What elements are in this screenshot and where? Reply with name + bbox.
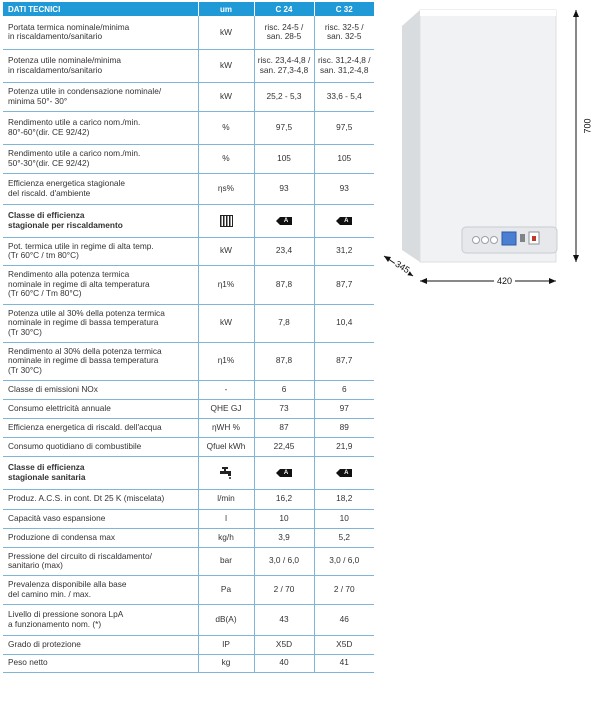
value-cell-c24: 3,0 / 6,0 <box>254 547 314 575</box>
table-row <box>3 489 374 509</box>
um-cell: kW <box>198 16 254 49</box>
table-row <box>3 82 374 111</box>
param-cell: Classe di efficienza stagionale sanitaria <box>3 456 198 489</box>
table-row <box>3 528 374 547</box>
param-cell: Rendimento alla potenza termica nominale in regime di alta temperatura (Tr 60°C / Tm 80°C) <box>3 265 198 304</box>
value-cell-c32: 2 / 70 <box>314 575 374 604</box>
value-cell-c32: 6 <box>314 380 374 399</box>
value-cell-c24: 6 <box>254 380 314 399</box>
dimension-depth-label: 345 <box>393 258 412 276</box>
value-cell-c32: 41 <box>314 654 374 672</box>
value-cell-c32: 21,9 <box>314 437 374 456</box>
value-cell-c24: 87 <box>254 418 314 437</box>
value-cell-c32: 5,2 <box>314 528 374 547</box>
table-row <box>3 509 374 528</box>
um-cell: l/min <box>198 489 254 509</box>
um-cell <box>198 204 254 237</box>
um-cell: - <box>198 380 254 399</box>
um-cell <box>198 456 254 489</box>
value-cell-c24: 22,45 <box>254 437 314 456</box>
table-row <box>3 456 374 489</box>
param-cell: Rendimento al 30% della potenza termica nominale in regime di bassa temperatura (Tr 30°C) <box>3 342 198 380</box>
value-cell-c24: risc. 23,4-4,8 / san. 27,3-4,8 <box>254 49 314 82</box>
boiler-front-panel <box>420 10 556 262</box>
value-cell-c24: 10 <box>254 509 314 528</box>
um-cell: kW <box>198 82 254 111</box>
value-cell-c24: 87,8 <box>254 342 314 380</box>
param-cell: Produz. A.C.S. in cont. Dt 25 K (miscelata) <box>3 489 198 509</box>
um-cell: Qfuel kWh <box>198 437 254 456</box>
value-cell-c32: 97,5 <box>314 111 374 144</box>
table-row <box>3 342 374 380</box>
param-cell: Classe di efficienza stagionale per riscaldamento <box>3 204 198 237</box>
value-cell-c32: 18,2 <box>314 489 374 509</box>
value-cell-c24 <box>254 204 314 237</box>
table-row <box>3 237 374 265</box>
table-row <box>3 173 374 204</box>
value-cell-c24: 2 / 70 <box>254 575 314 604</box>
param-cell: Prevalenza disponibile alla base del camino min. / max. <box>3 575 198 604</box>
param-cell: Efficienza energetica di riscald. dell'acqua <box>3 418 198 437</box>
value-cell-c24: 25,2 - 5,3 <box>254 82 314 111</box>
tech-spec-table <box>3 2 374 673</box>
param-cell: Rendimento utile a carico nom./min. 80°-60°(dir. CE 92/42) <box>3 111 198 144</box>
table-row <box>3 380 374 399</box>
um-cell: ηs% <box>198 173 254 204</box>
table-row <box>3 304 374 342</box>
table-row <box>3 204 374 237</box>
um-cell: bar <box>198 547 254 575</box>
param-cell: Capacità vaso espansione <box>3 509 198 528</box>
value-cell-c32: risc. 32-5 / san. 32-5 <box>314 16 374 49</box>
um-cell: η1% <box>198 265 254 304</box>
table-row <box>3 575 374 604</box>
value-cell-c32: 87,7 <box>314 342 374 380</box>
value-cell-c32: 3,0 / 6,0 <box>314 547 374 575</box>
value-cell-c24: 16,2 <box>254 489 314 509</box>
value-cell-c32: 10 <box>314 509 374 528</box>
um-cell: kg <box>198 654 254 672</box>
um-cell: l <box>198 509 254 528</box>
um-cell: % <box>198 111 254 144</box>
value-cell-c24: X5D <box>254 635 314 654</box>
um-cell: η1% <box>198 342 254 380</box>
value-cell-c24: 40 <box>254 654 314 672</box>
value-cell-c32: 31,2 <box>314 237 374 265</box>
value-cell-c32: 46 <box>314 604 374 635</box>
param-cell: Consumo elettricità annuale <box>3 399 198 418</box>
um-cell: QHE GJ <box>198 399 254 418</box>
energy-class-label-icon: A <box>336 217 352 225</box>
control-knob-icon <box>482 237 489 244</box>
radiator-icon <box>220 215 233 227</box>
table-row <box>3 437 374 456</box>
param-cell: Potenza utile al 30% della potenza termica nominale in regime di bassa temperatura (Tr 30°C) <box>3 304 198 342</box>
dimension-width-label: 420 <box>494 276 515 286</box>
energy-class-label-icon: A <box>276 217 292 225</box>
param-cell: Peso netto <box>3 654 198 672</box>
param-cell: Pot. termica utile in regime di alta temp. (Tr 60°C / tm 80°C) <box>3 237 198 265</box>
value-cell-c32: 87,7 <box>314 265 374 304</box>
header-c24: C 24 <box>254 2 314 16</box>
table-row <box>3 49 374 82</box>
table-row <box>3 604 374 635</box>
value-cell-c32: 97 <box>314 399 374 418</box>
value-cell-c24: 73 <box>254 399 314 418</box>
value-cell-c24: 97,5 <box>254 111 314 144</box>
water-tap-icon <box>219 467 233 479</box>
table-header-row <box>3 2 374 16</box>
table-row <box>3 144 374 173</box>
header-c32: C 32 <box>314 2 374 16</box>
um-cell: kW <box>198 237 254 265</box>
param-cell: Grado di protezione <box>3 635 198 654</box>
table-row <box>3 16 374 49</box>
um-cell: IP <box>198 635 254 654</box>
value-cell-c24: 3,9 <box>254 528 314 547</box>
value-cell-c24: 105 <box>254 144 314 173</box>
param-cell: Pressione del circuito di riscaldamento/ sanitario (max) <box>3 547 198 575</box>
param-cell: Consumo quotidiano di combustibile <box>3 437 198 456</box>
um-cell: ηWH % <box>198 418 254 437</box>
um-cell: kg/h <box>198 528 254 547</box>
table-row <box>3 418 374 437</box>
table-row <box>3 547 374 575</box>
param-cell: Classe di emissioni NOx <box>3 380 198 399</box>
value-cell-c32: 33,6 - 5,4 <box>314 82 374 111</box>
value-cell-c24: 93 <box>254 173 314 204</box>
boiler-illustration <box>380 0 600 300</box>
param-cell: Potenza utile in condensazione nominale/ minima 50°- 30° <box>3 82 198 111</box>
value-cell-c32: 10,4 <box>314 304 374 342</box>
energy-class-label-icon: A <box>336 469 352 477</box>
header-dati-tecnici: DATI TECNICI <box>3 2 198 16</box>
table-row <box>3 654 374 672</box>
control-knob-icon <box>473 237 480 244</box>
energy-class-label-icon: A <box>276 469 292 477</box>
table-row <box>3 635 374 654</box>
value-cell-c32: risc. 31,2-4,8 / san. 31,2-4,8 <box>314 49 374 82</box>
table-row <box>3 399 374 418</box>
um-cell: kW <box>198 304 254 342</box>
value-cell-c32: 105 <box>314 144 374 173</box>
header-um: um <box>198 2 254 16</box>
value-cell-c32: 93 <box>314 173 374 204</box>
um-cell: % <box>198 144 254 173</box>
boiler-side-panel <box>402 10 420 262</box>
value-cell-c32 <box>314 456 374 489</box>
table-row <box>3 111 374 144</box>
value-cell-c24: 23,4 <box>254 237 314 265</box>
dimension-height-label: 700 <box>582 118 593 134</box>
table-row <box>3 265 374 304</box>
um-cell: Pa <box>198 575 254 604</box>
value-cell-c32: 89 <box>314 418 374 437</box>
value-cell-c24: 7,8 <box>254 304 314 342</box>
control-knob-icon <box>491 237 498 244</box>
param-cell: Produzione di condensa max <box>3 528 198 547</box>
param-cell: Efficienza energetica stagionale del riscald. d'ambiente <box>3 173 198 204</box>
value-cell-c32 <box>314 204 374 237</box>
value-cell-c24: 87,8 <box>254 265 314 304</box>
um-cell: kW <box>198 49 254 82</box>
param-cell: Portata termica nominale/minima in riscaldamento/sanitario <box>3 16 198 49</box>
value-cell-c24: 43 <box>254 604 314 635</box>
param-cell: Potenza utile nominale/minima in riscaldamento/sanitario <box>3 49 198 82</box>
um-cell: dB(A) <box>198 604 254 635</box>
param-cell: Livello di pressione sonora LpA a funzionamento nom. (*) <box>3 604 198 635</box>
boiler-display-icon <box>502 232 516 245</box>
value-cell-c32: X5D <box>314 635 374 654</box>
value-cell-c24 <box>254 456 314 489</box>
param-cell: Rendimento utile a carico nom./min. 50°-30°(dir. CE 92/42) <box>3 144 198 173</box>
value-cell-c24: risc. 24-5 / san. 28-5 <box>254 16 314 49</box>
